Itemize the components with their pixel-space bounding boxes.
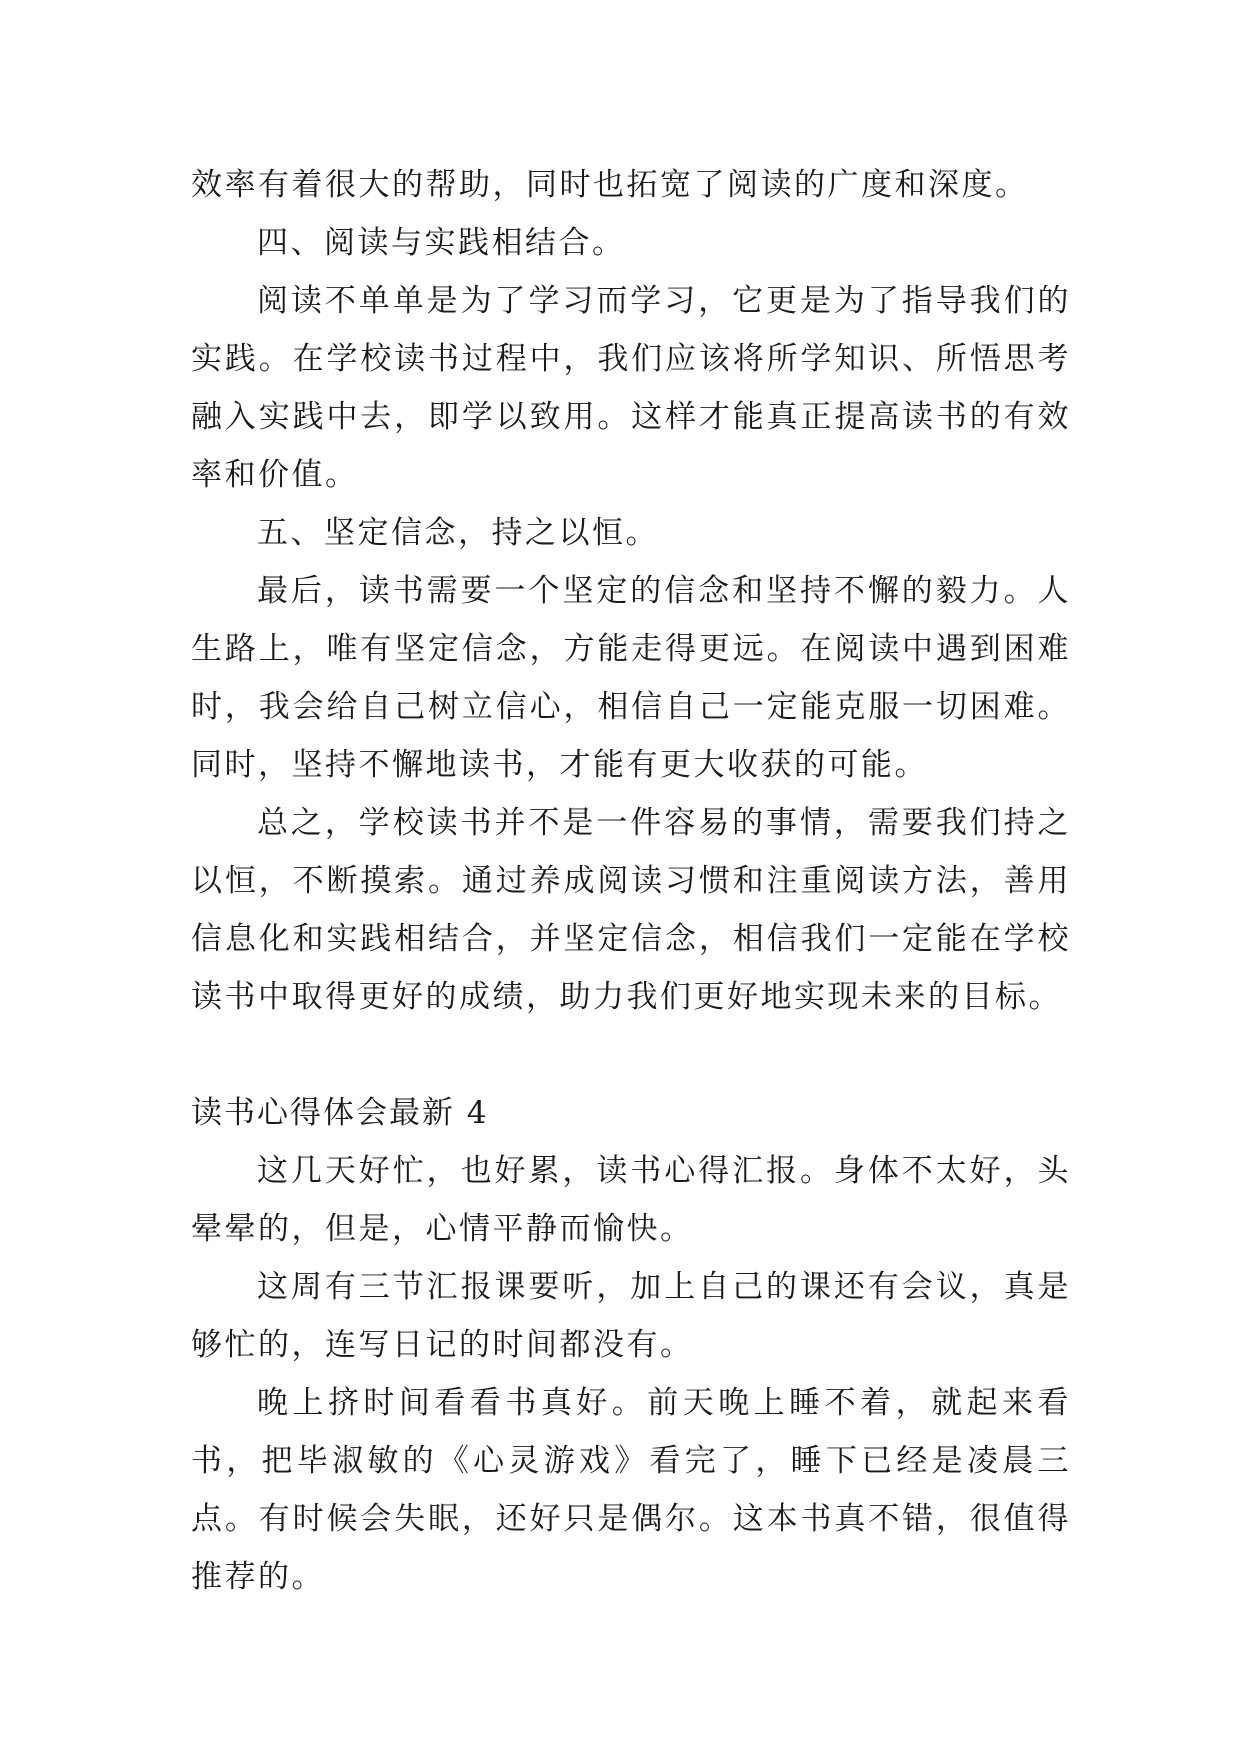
section-spacer bbox=[191, 1026, 1071, 1084]
paragraph-continuation: 效率有着很大的帮助，同时也拓宽了阅读的广度和深度。 bbox=[191, 167, 1029, 203]
paragraph-night-reading: 晚上挤时间看看书真好。前天晚上睡不着，就起来看书，把毕淑敏的《心灵游戏》看完了，睡下已经是凌晨三点。有时候会失眠，还好只是偶尔。这本书真不错，很值得推荐的。 bbox=[191, 1385, 1071, 1595]
paragraph-point-five-body: 最后，读书需要一个坚定的信念和坚持不懈的毅力。人生路上，唯有坚定信念，方能走得更远。在阅读中遇到困难时，我会给自己树立信心，相信自己一定能克服一切困难。同时，坚持不懈地读书，才能有更大收获的可能。 bbox=[191, 573, 1071, 783]
paragraph-report-classes: 这周有三节汇报课要听，加上自己的课还有会议，真是够忙的，连写日记的时间都没有。 bbox=[191, 1269, 1071, 1363]
paragraph-busy-days: 这几天好忙，也好累，读书心得汇报。身体不太好，头晕晕的，但是，心情平静而愉快。 bbox=[191, 1153, 1071, 1247]
paragraph-point-four-heading: 四、阅读与实践相结合。 bbox=[257, 225, 626, 261]
document-body bbox=[191, 156, 1071, 1606]
paragraph-conclusion: 总之，学校读书并不是一件容易的事情，需要我们持之以恒，不断摸索。通过养成阅读习惯和注重阅读方法，善用信息化和实践相结合，并坚定信念，相信我们一定能在学校读书中取得更好的成绩，助力我们更好地实现未来的目标。 bbox=[191, 805, 1071, 1015]
paragraph-point-five-heading: 五、坚定信念，持之以恒。 bbox=[257, 515, 659, 551]
paragraph-point-four-body: 阅读不单单是为了学习而学习，它更是为了指导我们的实践。在学校读书过程中，我们应该将所学知识、所悟思考融入实践中去，即学以致用。这样才能真正提高读书的有效率和价值。 bbox=[191, 283, 1071, 493]
section-heading: 读书心得体会最新 4 bbox=[191, 1095, 489, 1131]
